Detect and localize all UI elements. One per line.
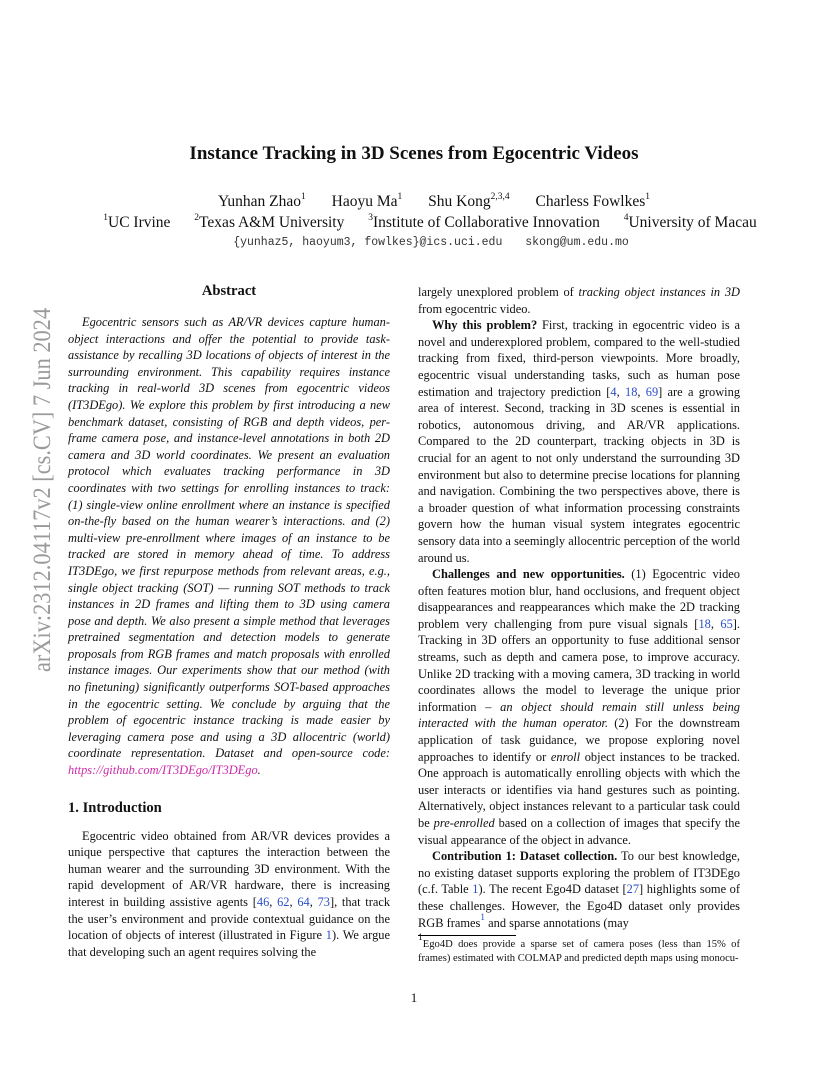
citation-link[interactable]: 18 (625, 384, 638, 399)
left-column (68, 282, 390, 960)
challenges-paragraph: Challenges and new opportunities. (1) Egocentric video often features motion blur, hand occlusions, and frequent object disappearances and reappearances which make the 2D tracking problem very challenging from pure visual signals [18, 65]. Tracking in 3D offers an opportunity to fuse additional sensor streams, such as depth and camera pose, to improve accuracy. Unlike 2D tracking with a moving camera, 3D tracking in world coordinates allows the model to leverage the unique prior information – an object should remain still unless being interacted with the human operator. (2) For the downstream application of task guidance, we propose exploring novel approaches to identify or enroll object instances to be tracked. One approach is automatically enrolling objects with which the user interacts or identifies via hand gestures such as pointing. Alternatively, object instances relevant to a particular task could be pre-enrolled based on a collection of images that specify the visual appearance of the object in advance. (418, 567, 741, 847)
paper-title: Instance Tracking in 3D Scenes from Egocentric Videos (189, 143, 639, 164)
author: Yunhan Zhao$^1$ (217, 192, 306, 210)
email-line (0, 235, 828, 251)
citation-link[interactable]: 64 (297, 895, 310, 909)
arxiv-stamp (6, 300, 66, 680)
citation-link[interactable]: 4 (610, 384, 617, 399)
footnote-ref-link[interactable]: 1 (480, 912, 486, 923)
author: Shu Kong$^{2,3,4}$ (428, 192, 510, 210)
introduction-heading: 1. Introduction (68, 799, 162, 816)
affiliation-list (0, 212, 828, 234)
page-number: 1 (410, 990, 418, 1005)
table-ref-link[interactable]: 1 (472, 882, 479, 897)
abstract-heading: Abstract (201, 283, 257, 299)
arxiv-stamp-text: arXiv:2312.04117v2 [cs.CV] 7 Jun 2024 (29, 300, 56, 672)
figure-ref-link[interactable]: 1 (325, 928, 332, 943)
citation-link[interactable]: 65 (720, 616, 733, 631)
author-list (0, 192, 828, 212)
why-paragraph: Why this problem? First, tracking in egocentric video is a novel and underexplored problem, compared to the well-studied tracking from fixed, third-person viewpoints. More broadly, egocentric visual understanding tasks, such as human pose estimation and trajectory prediction [4, 18, 69] are a growing area of interest. Second, tracking in 3D scenes is essential in robotics, autonomous driving, and AR/VR applications. Compared to the 2D counterpart, tracking objects in 3D is crucial for an agent to not only understand the surrounding 3D environment but also to determine precise locations for planning and navigation. Combining the two perspectives above, there is a broader question of what information processing constraints govern how the human visual system integrates egocentric sensory data into a seemingly allocentric perception of the world around us. (418, 318, 741, 565)
citation-link[interactable]: 27 (626, 882, 640, 897)
footnote-divider (418, 935, 516, 936)
affiliation: $^3$Institute of Collaborative Innovation (368, 213, 600, 231)
footnote: $^1$Ego4D does provide a sparse set of camera poses (less than 15% of frames) estimated with COLMAP and predicted depth maps using monocu- (418, 933, 740, 964)
author: Charless Fowlkes$^1$ (535, 192, 651, 210)
continued-paragraph: largely unexplored problem of tracking object instances in 3D from egocentric video. (418, 285, 740, 316)
abstract-text: Egocentric sensors such as AR/VR devices capture human-object interactions and offer the potential to provide task-assistance by recalling 3D locations of objects of interest in the surrounding environment. This capability requires instance tracking in real-world 3D scenes from egocentric videos (IT3DEgo). We explore this problem by first introducing a new benchmark dataset, consisting of RGB and depth videos, per-frame camera pose, and instance-level annotations in both 2D camera and 3D world coordinates. We present an evaluation protocol which evaluates tracking performance in 3D coordinates with two settings for enrolling instances to track: (1) single-view online enrollment where an instance is specified on-the-fly based on the human wearer’s interactions. and (2) multi-view pre-enrollment where images of an instance to be tracked are stored in memory ahead of time. To address IT3DEgo, we first repurpose methods from relevant areas, e.g., single object tracking (SOT) — running SOT methods to track instances in 2D frames and lifting them to 3D using camera pose and depth. We also present a simple method that leverages pretrained segmentation and detection models to generate proposals from RGB frames and match proposals with enrolled instance images. Our experiments show that our method (with no finetuning) significantly outperforms SOT-based approaches in the egocentric setting. We conclude by arguing that the problem of egocentric instance tracking is made easier by leveraging camera pose and using a 3D allocentric (world) coordinate representation. Dataset and open-source code: https://github.com/IT3DEgo/IT3DEgo. (68, 315, 390, 778)
author: Haoyu Ma$^1$ (331, 192, 403, 210)
citation-link[interactable]: 73 (317, 895, 330, 909)
citation-link[interactable]: 46 (256, 895, 270, 909)
right-column (418, 284, 740, 931)
affiliation: $^2$Texas A&M University (194, 213, 345, 231)
affiliation: $^1$UC Irvine (103, 213, 171, 231)
citation-link[interactable]: 62 (277, 895, 290, 909)
citation-link[interactable]: 18 (698, 616, 711, 631)
code-link[interactable]: https://github.com/IT3DEgo/IT3DEgo (68, 763, 258, 778)
arxiv-stamp-svg (6, 300, 66, 680)
affiliation: $^4$University of Macau (623, 213, 757, 231)
intro-paragraph: Egocentric video obtained from AR/VR devices provides a unique perspective that captures the interaction between the human wearer and the surrounding 3D environment. With the rapid development of AR/VR hardware, there is increasing interest in building assistive agents [46, 62, 64, 73], that track the user’s environment and provide contextual guidance on the location of objects of interest (illustrated in Figure 1). We argue that developing such an agent requires solving the (68, 828, 391, 959)
contribution-paragraph: Contribution 1: Dataset collection. To our best knowledge, no existing dataset supports exploring the problem of IT3DEgo (c.f. Table 1). The recent Ego4D dataset [27] highlights some of these challenges. However, the Ego4D dataset only provides RGB frames$^1$ and sparse annotations (may (418, 849, 740, 930)
runin-heading: Why this problem? (432, 318, 538, 333)
email: skong@um.edu.mo (525, 236, 629, 249)
citation-link[interactable]: 69 (645, 384, 659, 399)
email: {yunhaz5, haoyum3, fowlkes}@ics.uci.edu (233, 236, 503, 249)
runin-heading: Challenges and new opportunities. (432, 567, 625, 582)
runin-heading: Contribution 1: Dataset collection. (432, 849, 618, 864)
